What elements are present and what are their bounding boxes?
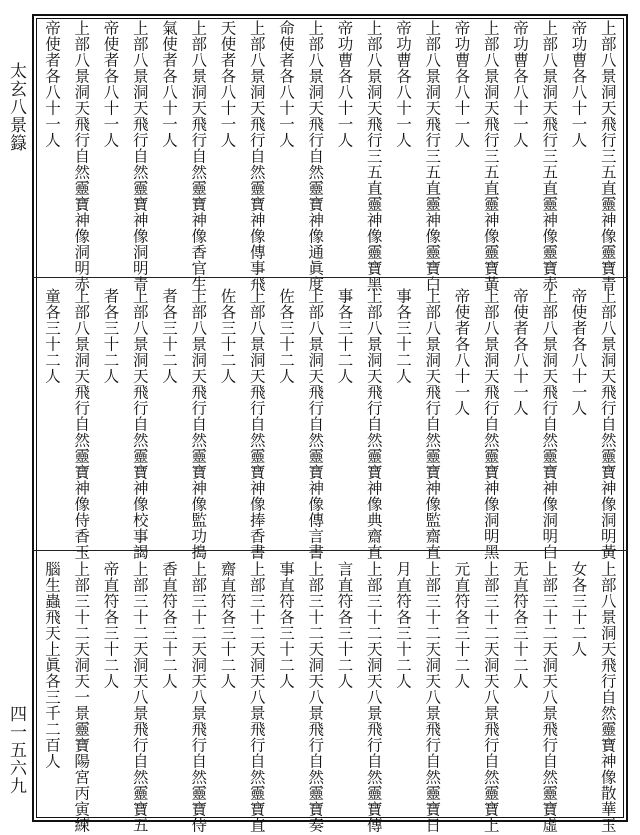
text-column: 事直符各三十二人 [277,561,295,689]
text-column: 帝使者各八十一人 [511,288,529,416]
text-column: 上部八景洞天飛行自然靈寶神像捧香書 [247,288,266,560]
text-column: 上部三十二天洞天八景飛行自然靈寶直 [247,561,266,833]
text-panel [40,20,620,292]
text-column: 上部八景洞天飛行自然靈寶神像洞明黃 [598,288,617,560]
text-column: 女各三十二人 [569,561,588,657]
section-divider [32,550,628,551]
text-column: 腦生蟲飛天上眞各三千二百人 [43,561,61,769]
text-column: 者各三十二人 [101,288,120,384]
text-panel [40,561,620,833]
text-column: 上部八景洞天飛行自然靈寶神像洞明黑 [481,288,500,560]
text-column: 上部三十二天洞天八景飛行自然靈寶奏 [306,561,325,833]
text-column: 上部八景洞天飛行自然靈寶神像洞明青 [130,20,149,292]
text-column: 上部八景洞天飛行自然靈寶神像監功搗 [189,288,208,560]
text-column: 上部八景洞天飛行自然靈寶神像傳言書 [306,288,325,560]
text-column: 上部八景洞天飛行自然靈寶神像散華玉 [598,561,617,833]
text-column: 上部八景洞天飛行三五直靈神像靈寶青 [598,20,617,292]
text-column: 佐各三十二人 [218,288,237,384]
text-column: 齋直符各三十二人 [218,561,237,689]
text-column: 童各三十二人 [43,288,61,384]
text-column: 事各三十二人 [394,288,412,384]
text-column: 上部三十二天洞天八景飛行自然靈寶五 [130,561,149,833]
text-column: 上部八景洞天飛行自然靈寶神像侍香玉 [72,288,91,560]
text-column: 帝直符各三十二人 [101,561,120,689]
text-column: 天使者各八十一人 [218,20,237,148]
text-column: 上部三十二天洞天八景飛行自然靈寶傳 [364,561,383,833]
text-column: 者各三十二人 [160,288,178,384]
text-column: 月直符各三十二人 [394,561,412,689]
text-column: 上部八景洞天飛行三五直靈神像靈寶赤 [540,20,559,292]
text-column: 元直符各三十二人 [452,561,471,689]
text-panel [40,288,620,560]
text-column: 上部八景洞天飛行自然靈寶神像傳事飛 [247,20,266,292]
text-column: 氣使者各八十一人 [160,20,178,148]
text-column: 事各三十二人 [335,288,354,384]
text-column: 上部三十二天洞天八景飛行自然靈寶侍 [189,561,208,833]
text-column: 上部八景洞天飛行自然靈寶神像洞明白 [540,288,559,560]
text-column: 上部八景洞天飛行自然靈寶神像香官生 [189,20,208,292]
text-column: 帝功曹各八十一人 [569,20,588,148]
text-column: 上部八景洞天飛行三五直靈神像靈寶黑 [364,20,383,292]
text-column: 上部三十二天洞天八景飛行自然靈寶日 [423,561,442,833]
text-column: 帝使者各八十一人 [101,20,120,148]
text-column: 帝功曹各八十一人 [394,20,412,148]
text-column: 上部三十二天洞天八景飛行自然靈寶上 [481,561,500,833]
text-column: 帝使者各八十一人 [452,288,471,416]
text-column: 上部八景洞天飛行自然靈寶神像校事謁 [130,288,149,560]
text-column: 无直符各三十二人 [511,561,529,689]
text-column: 帝功曹各八十一人 [452,20,471,148]
text-column: 上部三十二天洞天八景飛行自然靈寶虛 [540,561,559,833]
text-column: 上部八景洞天飛行自然靈寶神像通眞度 [306,20,325,292]
text-column: 言直符各三十二人 [335,561,354,689]
margin-page-number: 四一五六九 [6,705,26,795]
text-column: 帝使者各八十一人 [43,20,61,148]
margin-title: 太玄八景籙 [6,62,26,152]
text-column: 上部八景洞天飛行自然靈寶神像監齋直 [423,288,442,560]
text-column: 上部八景洞天飛行自然靈寶神像洞明赤 [72,20,91,292]
section-divider [32,277,628,278]
text-column: 上部八景洞天飛行自然靈寶神像典齋直 [364,288,383,560]
text-column: 佐各三十二人 [277,288,295,384]
text-column: 帝使者各八十一人 [569,288,588,416]
text-column: 上部八景洞天飛行三五直靈神像靈寶白 [423,20,442,292]
text-column: 命使者各八十一人 [277,20,295,148]
text-column: 上部三十二天洞天一景靈寶陽宮丙寅練 [72,561,91,833]
text-column: 帝功曹各八十一人 [335,20,354,148]
text-column: 香直符各三十二人 [160,561,178,689]
text-column: 上部八景洞天飛行三五直靈神像靈寶黃 [481,20,500,292]
text-column: 帝功曹各八十一人 [511,20,529,148]
